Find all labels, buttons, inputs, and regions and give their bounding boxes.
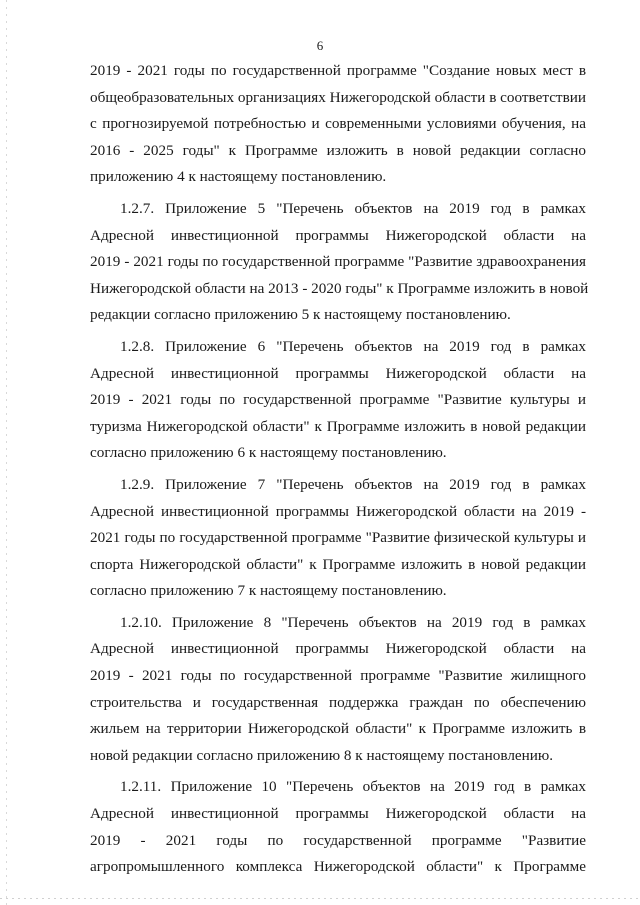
text-line: согласно приложению 6 к настоящему постановлению.	[90, 444, 447, 462]
text-line: новой редакции согласно приложению 8 к настоящему постановлению.	[90, 746, 554, 764]
text-line: 1.2.7. Приложение 5 "Перечень объектов на 2019 год в рамках	[120, 199, 586, 217]
text-line: жильем на территории Нижегородской области" к Программе изложить в	[90, 720, 586, 738]
text-line: туризма Нижегородской области" к Программе изложить в новой редакции	[90, 417, 586, 435]
text-line: приложению 4 к настоящему постановлению.	[90, 168, 387, 186]
text-line: спорта Нижегородской области" к Программе изложить в новой редакции	[90, 555, 586, 573]
text-line: 1.2.8. Приложение 6 "Перечень объектов на 2019 год в рамках	[120, 337, 586, 355]
scan-edge-left	[6, 0, 7, 905]
paragraph-continuation	[90, 58, 586, 191]
text-line: 1.2.11. Приложение 10 "Перечень объектов на 2019 год в рамках	[120, 778, 586, 796]
text-line: Адресной инвестиционной программы Нижегородской области на	[90, 226, 586, 244]
paragraph-1-2-9	[90, 472, 586, 605]
text-line: 1.2.10. Приложение 8 "Перечень объектов на 2019 год в рамках	[120, 613, 586, 631]
paragraph-1-2-11	[90, 774, 586, 880]
paragraph-1-2-8	[90, 334, 586, 467]
text-line: общеобразовательных организациях Нижегородской области в соответствии	[90, 88, 586, 106]
text-line: Адресной инвестиционной программы Нижегородской области на 2019 -	[90, 502, 586, 520]
text-line: Нижегородской области на 2013 - 2020 годы" к Программе изложить в новой	[90, 279, 589, 297]
text-line: агропромышленного комплекса Нижегородской области" к Программе	[90, 858, 586, 876]
page-number: 6	[316, 38, 324, 53]
text-line: 2021 годы по государственной программе "Развитие физической культуры и	[90, 529, 586, 547]
text-line: 2019 - 2021 годы по государственной программе "Создание новых мест в	[90, 62, 586, 79]
text-line: согласно приложению 7 к настоящему постановлению.	[90, 582, 447, 600]
text-line: 1.2.9. Приложение 7 "Перечень объектов на 2019 год в рамках	[120, 475, 586, 493]
text-line: 2019 - 2021 годы по государственной программе "Развитие культуры и	[90, 391, 586, 409]
document-body	[90, 58, 589, 881]
paragraph-1-2-7	[90, 196, 589, 329]
paragraph-1-2-10	[90, 610, 586, 770]
text-line: с прогнозируемой потребностью и современными условиями обучения, на	[90, 115, 586, 133]
scan-edge-bottom	[0, 898, 640, 899]
text-line: Адресной инвестиционной программы Нижегородской области на	[90, 805, 586, 823]
text-line: 2016 - 2025 годы" к Программе изложить в новой редакции согласно	[90, 141, 586, 159]
text-line: 2019 - 2021 годы по государственной программе "Развитие здравоохранения	[90, 253, 586, 271]
text-line: 2019 - 2021 годы по государственной программе "Развитие	[90, 831, 586, 849]
text-line: строительства и государственная поддержка граждан по обеспечению	[90, 693, 586, 711]
text-line: 2019 - 2021 годы по государственной программе "Развитие жилищного	[90, 667, 586, 685]
text-line: Адресной инвестиционной программы Нижегородской области на	[90, 364, 586, 382]
text-line: Адресной инвестиционной программы Нижегородской области на	[90, 640, 586, 658]
text-line: редакции согласно приложению 5 к настоящему постановлению.	[90, 306, 511, 324]
